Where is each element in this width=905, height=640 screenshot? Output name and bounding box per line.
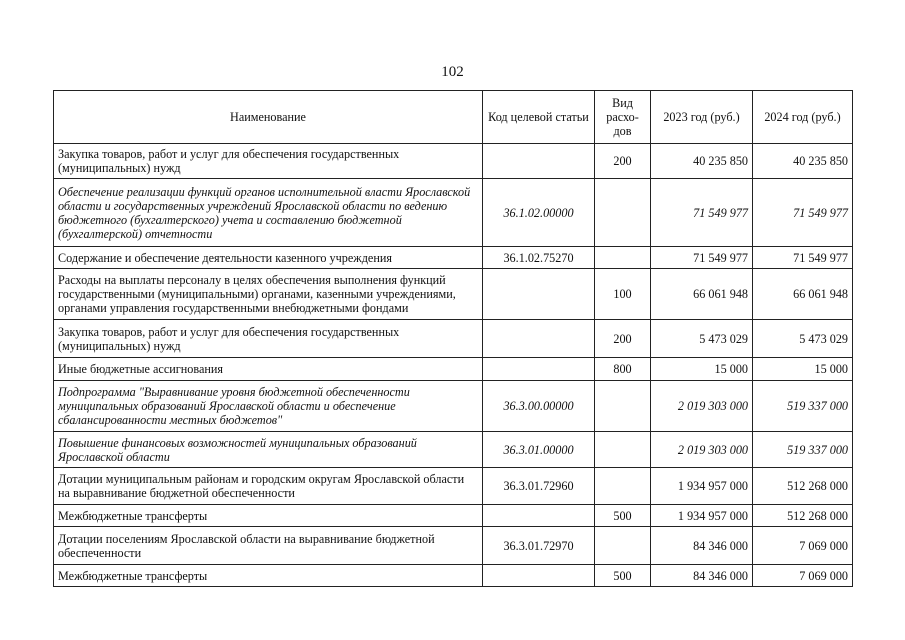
row-name: Расходы на выплаты персоналу в целях обеспечения выполнения функций государственными (муниципальными) органами, казенными учреждениями, органами управления государственными внебюджетными фондами (54, 269, 483, 320)
row-code (483, 269, 595, 320)
row-code: 36.3.01.00000 (483, 432, 595, 468)
row-2024: 7 069 000 (753, 527, 853, 565)
row-code: 36.3.00.00000 (483, 381, 595, 432)
table-row (54, 505, 853, 527)
row-vid: 800 (595, 358, 651, 381)
header-name: Наименование (54, 91, 483, 144)
header-code: Код целевой статьи (483, 91, 595, 144)
row-2023: 15 000 (651, 358, 753, 381)
row-vid (595, 381, 651, 432)
row-2024: 512 268 000 (753, 468, 853, 505)
row-2024: 7 069 000 (753, 565, 853, 587)
row-2023: 40 235 850 (651, 144, 753, 179)
budget-table (53, 90, 853, 587)
row-code (483, 565, 595, 587)
table-row (54, 269, 853, 320)
row-code: 36.3.01.72960 (483, 468, 595, 505)
row-2023: 2 019 303 000 (651, 432, 753, 468)
row-name: Повышение финансовых возможностей муниципальных образований Ярославской области (54, 432, 483, 468)
table-row (54, 527, 853, 565)
row-2024: 40 235 850 (753, 144, 853, 179)
row-vid (595, 247, 651, 269)
table-row (54, 468, 853, 505)
row-vid: 200 (595, 144, 651, 179)
row-2024: 66 061 948 (753, 269, 853, 320)
row-name: Дотации поселениям Ярославской области на выравнивание бюджетной обеспеченности (54, 527, 483, 565)
row-2023: 5 473 029 (651, 320, 753, 358)
row-code (483, 144, 595, 179)
row-name: Межбюджетные трансферты (54, 505, 483, 527)
page-number: 102 (441, 64, 464, 80)
row-vid (595, 432, 651, 468)
header-2024: 2024 год (руб.) (753, 91, 853, 144)
row-vid: 100 (595, 269, 651, 320)
row-code: 36.1.02.00000 (483, 179, 595, 247)
header-vid: Вид расхо-дов (595, 91, 651, 144)
header-2023: 2023 год (руб.) (651, 91, 753, 144)
row-vid: 500 (595, 505, 651, 527)
row-vid: 500 (595, 565, 651, 587)
row-vid: 200 (595, 320, 651, 358)
row-2023: 71 549 977 (651, 247, 753, 269)
table-row (54, 144, 853, 179)
row-2023: 84 346 000 (651, 527, 753, 565)
table-row (54, 247, 853, 269)
row-2023: 71 549 977 (651, 179, 753, 247)
row-2024: 519 337 000 (753, 432, 853, 468)
row-name: Подпрограмма "Выравнивание уровня бюджетной обеспеченности муниципальных образований Ярославской области и обеспечение сбалансированности местных бюджетов" (54, 381, 483, 432)
row-2024: 519 337 000 (753, 381, 853, 432)
row-2024: 5 473 029 (753, 320, 853, 358)
row-2024: 71 549 977 (753, 179, 853, 247)
row-name: Закупка товаров, работ и услуг для обеспечения государственных (муниципальных) нужд (54, 144, 483, 179)
table-row (54, 565, 853, 587)
row-code (483, 320, 595, 358)
row-name: Обеспечение реализации функций органов исполнительной власти Ярославской области и государственных учреждений Ярославской области по ведению бюджетного (бухгалтерского) учета и составлению бюджетной (бухгалтерской) отчетности (54, 179, 483, 247)
row-2023: 1 934 957 000 (651, 505, 753, 527)
row-2024: 15 000 (753, 358, 853, 381)
row-name: Межбюджетные трансферты (54, 565, 483, 587)
row-name: Закупка товаров, работ и услуг для обеспечения государственных (муниципальных) нужд (54, 320, 483, 358)
row-2023: 84 346 000 (651, 565, 753, 587)
table-body (54, 144, 853, 587)
table-row (54, 320, 853, 358)
table-row (54, 179, 853, 247)
row-code: 36.3.01.72970 (483, 527, 595, 565)
row-vid (595, 468, 651, 505)
row-name: Содержание и обеспечение деятельности казенного учреждения (54, 247, 483, 269)
row-name: Дотации муниципальным районам и городским округам Ярославской области на выравнивание бюджетной обеспеченности (54, 468, 483, 505)
row-2023: 66 061 948 (651, 269, 753, 320)
row-2024: 71 549 977 (753, 247, 853, 269)
table-row (54, 381, 853, 432)
table-header-row (54, 91, 853, 144)
row-2023: 1 934 957 000 (651, 468, 753, 505)
row-vid (595, 527, 651, 565)
table-row (54, 432, 853, 468)
row-name: Иные бюджетные ассигнования (54, 358, 483, 381)
row-2023: 2 019 303 000 (651, 381, 753, 432)
row-code: 36.1.02.75270 (483, 247, 595, 269)
row-code (483, 358, 595, 381)
row-2024: 512 268 000 (753, 505, 853, 527)
row-vid (595, 179, 651, 247)
row-code (483, 505, 595, 527)
table-row (54, 358, 853, 381)
